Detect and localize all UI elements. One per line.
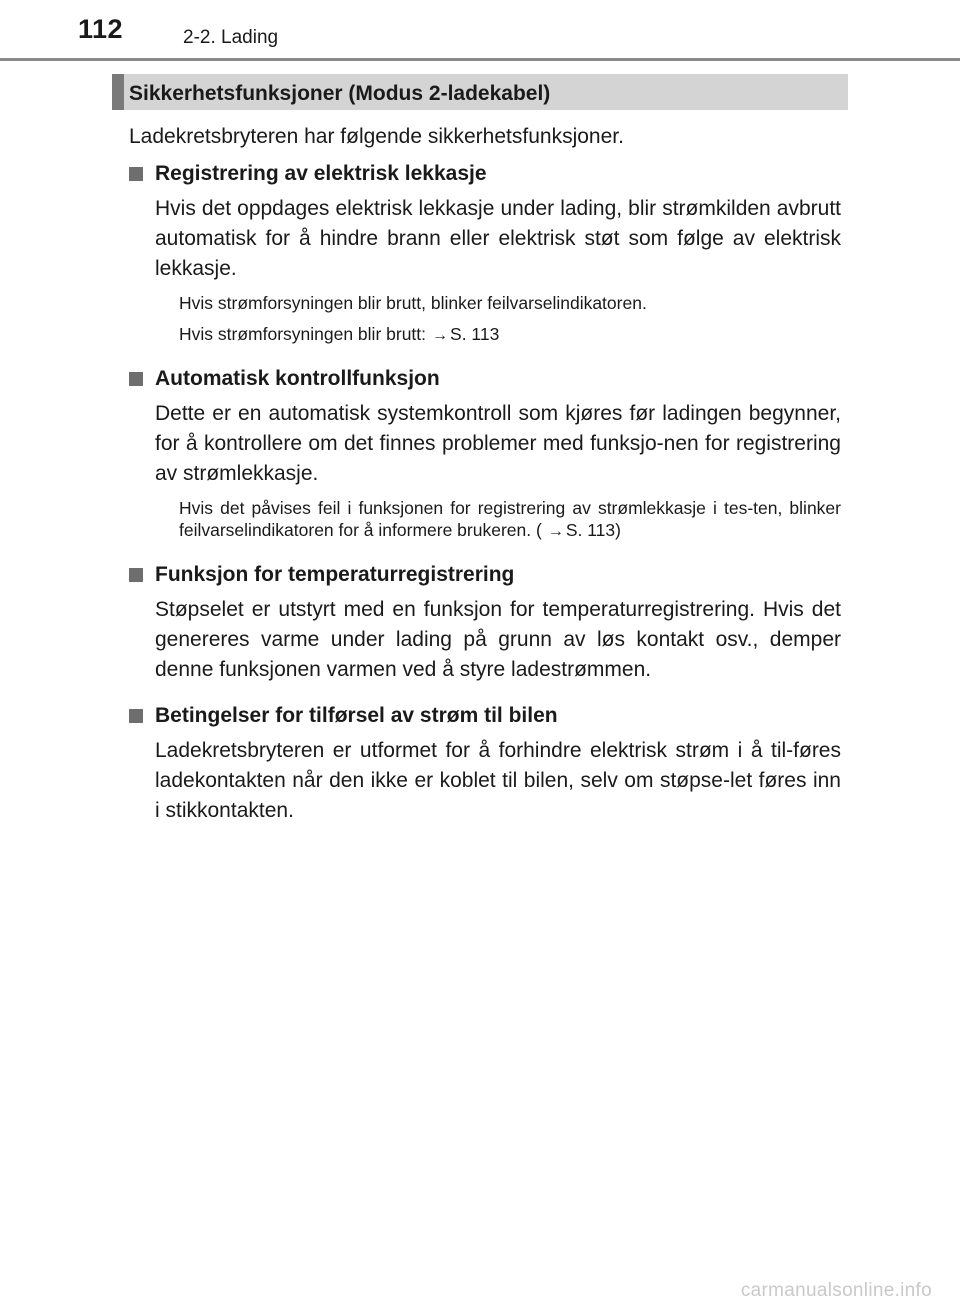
arrow-right-icon: → bbox=[547, 523, 564, 540]
item-heading bbox=[129, 364, 841, 394]
item-heading bbox=[129, 159, 841, 189]
square-bullet-icon bbox=[129, 167, 143, 181]
square-bullet-icon bbox=[129, 372, 143, 386]
title-accent-block bbox=[112, 74, 124, 110]
note-text: Hvis det påvises feil i funksjonen for registrering av strømlekkasje i tes-ten, blinker feilvarselindikatoren for å informere brukeren. ( bbox=[179, 498, 841, 540]
main-content bbox=[129, 122, 841, 834]
item-power-conditions bbox=[129, 701, 841, 826]
item-note-reference bbox=[129, 497, 841, 543]
arrow-right-icon: → bbox=[432, 327, 449, 344]
item-electrical-leakage bbox=[129, 159, 841, 347]
watermark: carmanualsonline.info bbox=[740, 1280, 932, 1301]
item-heading-text: Funksjon for temperaturregistrering bbox=[155, 563, 515, 586]
item-automatic-check bbox=[129, 364, 841, 543]
item-note-reference bbox=[129, 323, 841, 347]
item-body: Ladekretsbryteren er utformet for å forhindre elektrisk strøm i å til-føres ladekontakten når den ikke er koblet til bilen, selv om støpse-let føres inn i stikkontakten. bbox=[155, 739, 841, 822]
section-title: Sikkerhetsfunksjoner (Modus 2-ladekabel) bbox=[129, 82, 551, 105]
item-temperature bbox=[129, 560, 841, 685]
note-text: Hvis strømforsyningen blir brutt: bbox=[179, 324, 427, 344]
item-body: Dette er en automatisk systemkontroll som kjøres før ladingen begynner, for å kontrollere om det finnes problemer med funksjo-nen for registrering av strømlekkasje. bbox=[155, 402, 841, 485]
item-heading-text: Automatisk kontrollfunksjon bbox=[155, 367, 440, 390]
item-heading-text: Registrering av elektrisk lekkasje bbox=[155, 162, 487, 185]
page-number: 112 bbox=[78, 14, 124, 44]
square-bullet-icon bbox=[129, 709, 143, 723]
header-divider bbox=[0, 58, 960, 61]
intro-paragraph: Ladekretsbryteren har følgende sikkerhetsfunksjoner. bbox=[129, 125, 624, 148]
section-title-bar bbox=[112, 74, 848, 110]
item-body: Støpselet er utstyrt med en funksjon for temperaturregistrering. Hvis det genereres varme under lading på grunn av løs kontakt osv., demper denne funksjonen varmen ved å styre ladestrømmen. bbox=[155, 598, 841, 681]
item-heading bbox=[129, 560, 841, 590]
page-reference-link[interactable]: S. 113 bbox=[450, 324, 500, 344]
item-body: Hvis det oppdages elektrisk lekkasje under lading, blir strømkilden avbrutt automatisk for å hindre brann eller elektrisk støt som følge av elektrisk lekkasje. bbox=[155, 197, 841, 280]
item-heading bbox=[129, 701, 841, 731]
page-header bbox=[0, 0, 960, 62]
square-bullet-icon bbox=[129, 568, 143, 582]
section-label: 2-2. Lading bbox=[183, 27, 279, 48]
item-heading-text: Betingelser for tilførsel av strøm til bilen bbox=[155, 704, 558, 727]
item-note: Hvis strømforsyningen blir brutt, blinker feilvarselindikatoren. bbox=[179, 293, 647, 313]
page-reference-link[interactable]: S. 113) bbox=[565, 520, 621, 540]
